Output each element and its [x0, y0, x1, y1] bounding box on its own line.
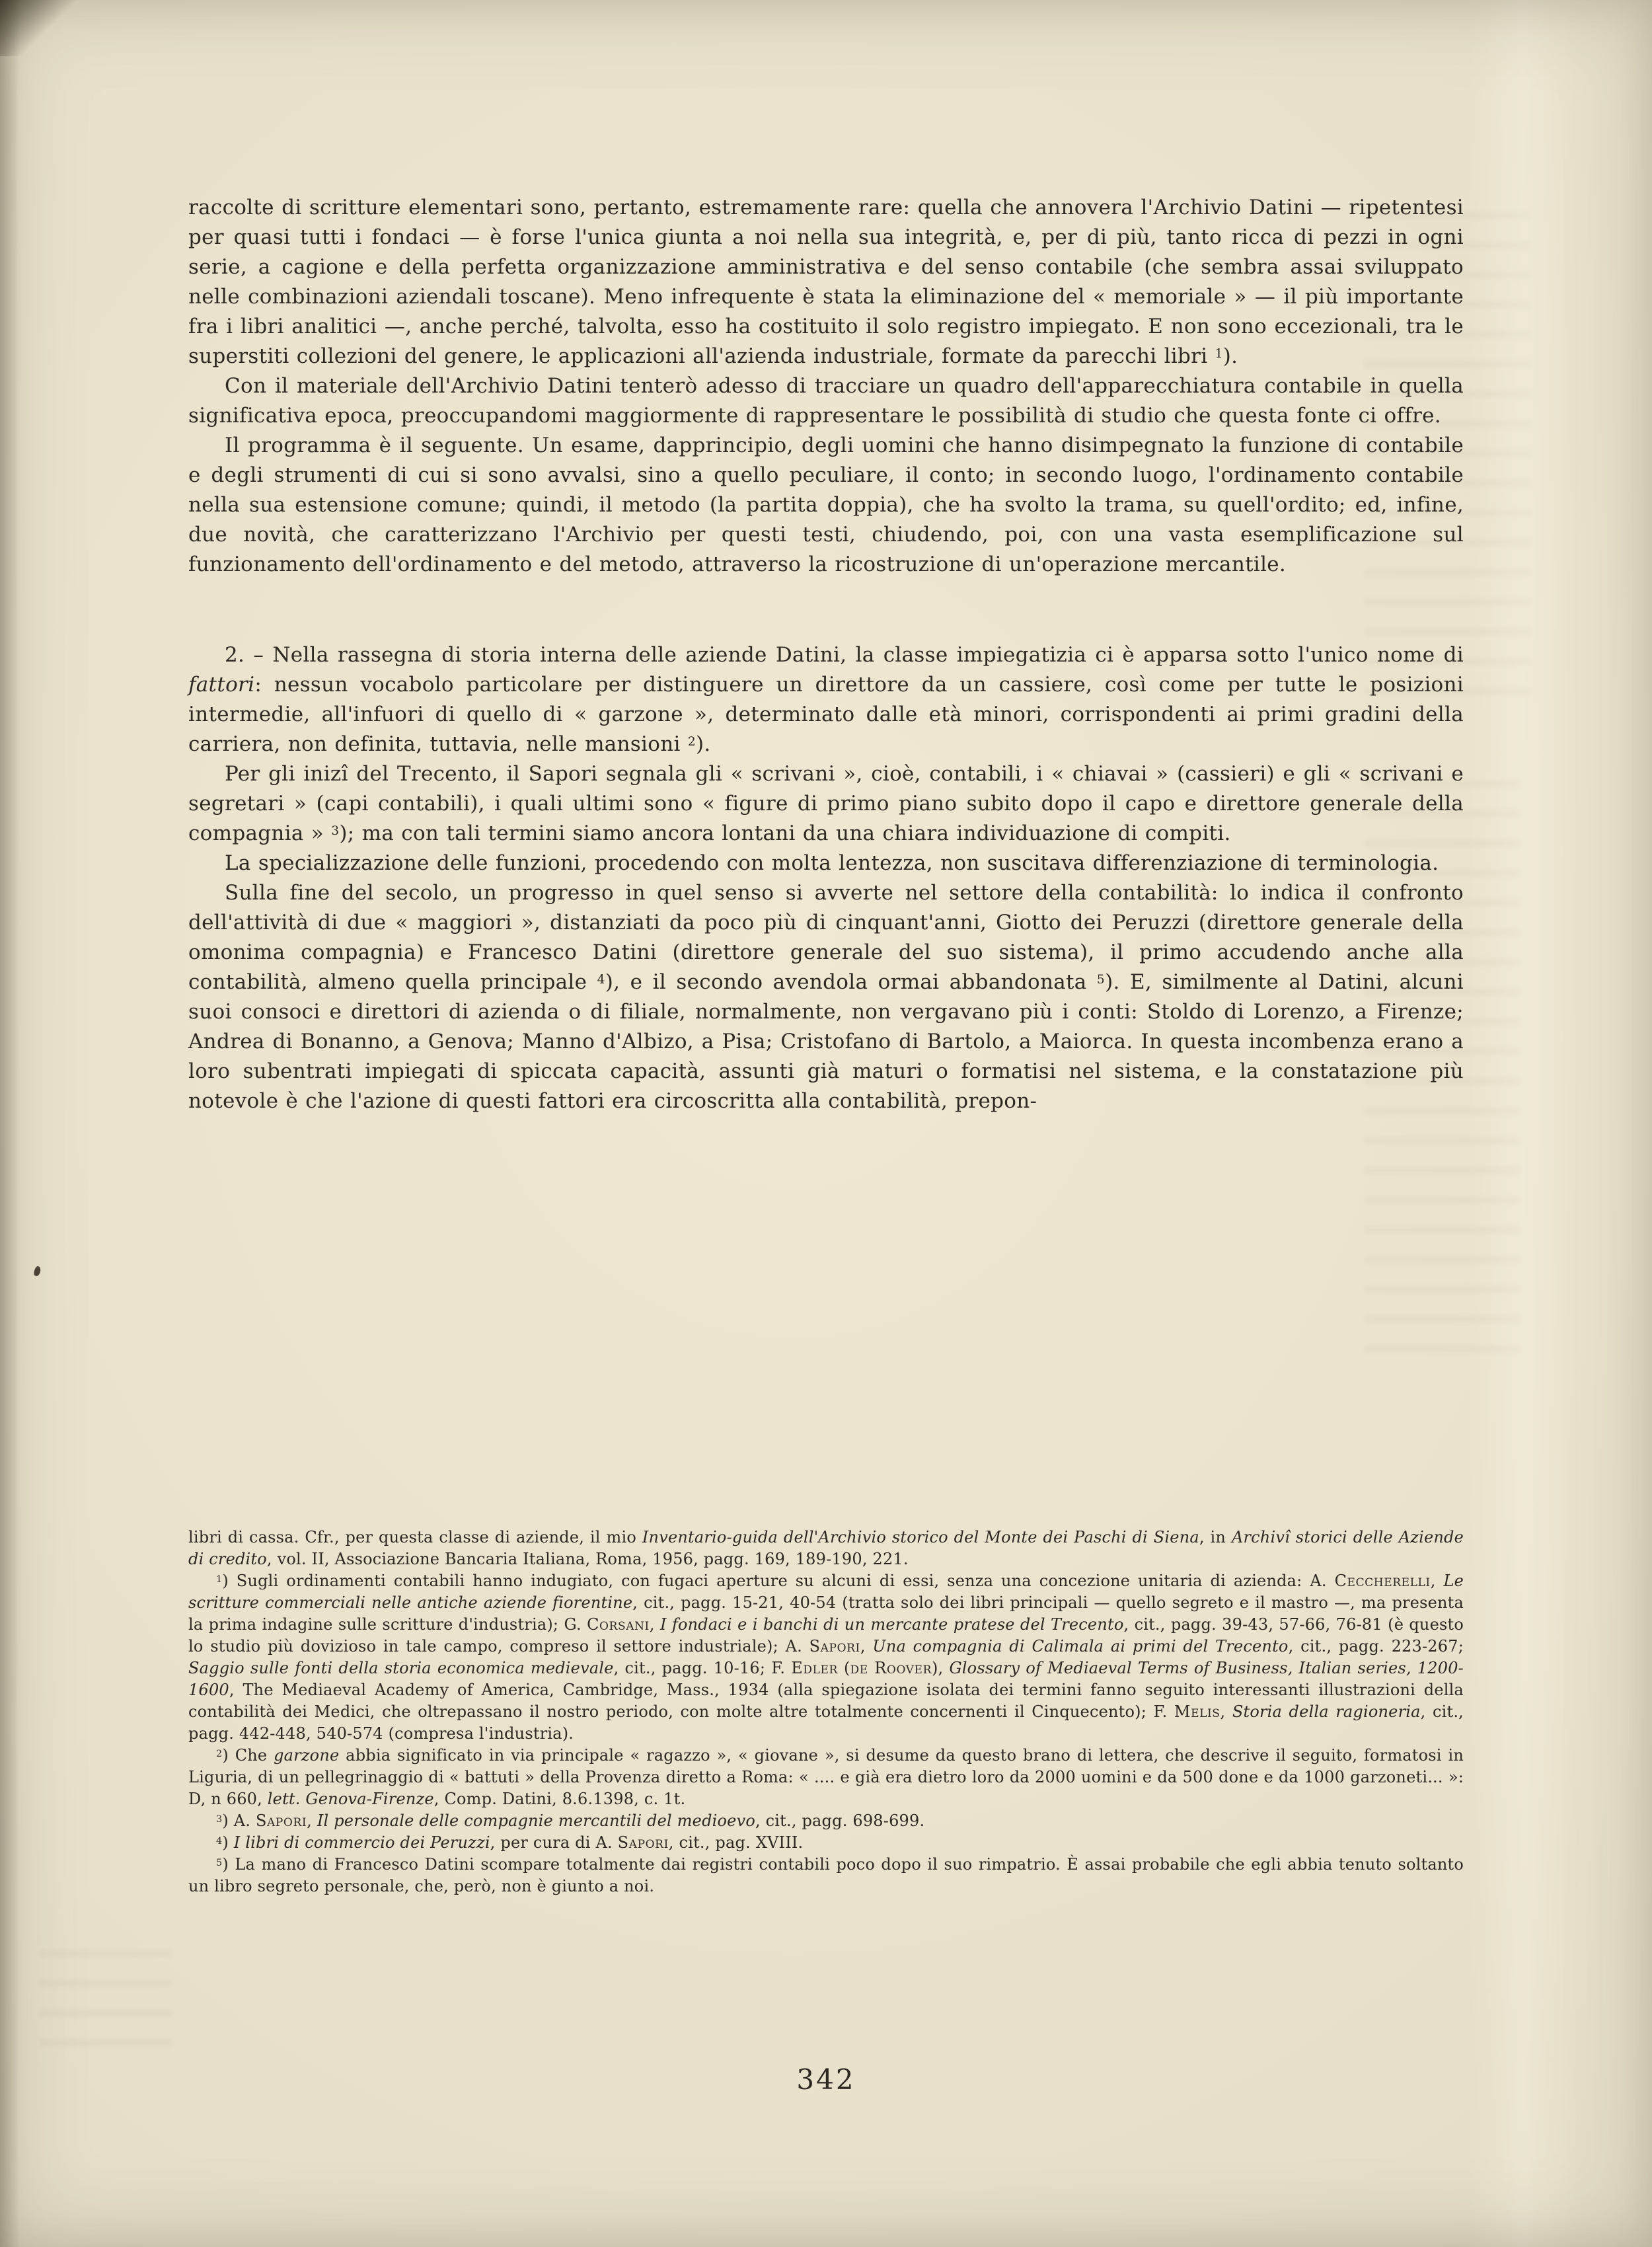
text-run: Melis: [1174, 1702, 1220, 1721]
text-run: La specializzazione delle funzioni, procedendo con molta lentezza, non suscitava differenziazione di terminologia.: [225, 851, 1439, 875]
text-run: , cit., pagg. 15-21, 40-54 (tratta solo dei libri principali — quello segreto e il mastro —, ma presenta la prima indagine sulle scritture d'industria); G.: [188, 1593, 1464, 1634]
text-run: , cit., pagg. 442-448, 540-574 (compresa l'industria).: [188, 1702, 1464, 1743]
page-sheen: [1467, 0, 1579, 2247]
section-paragraph: [188, 640, 1464, 759]
body-paragraph: [188, 759, 1464, 849]
text-run: Una compagnia di Calimala ai primi del Trecento: [872, 1637, 1289, 1656]
scan-corner-shadow: [0, 0, 99, 56]
body-paragraph: [188, 371, 1464, 431]
text-run: I libri di commercio dei Peruzzi: [233, 1833, 490, 1852]
text-run: ,: [649, 1615, 660, 1634]
text-run: Sapori: [617, 1833, 669, 1852]
footnote-marker: 5: [216, 1857, 223, 1868]
footnote-marker: 3: [216, 1813, 223, 1825]
text-run: abbia significato in via principale « ragazzo », « giovane », si desume da questo brano di lettera, che descrive il seguito, formatosi in Liguria, di un pellegrinaggio di « battuti » della Provenza diretto a Roma: « .... e già era dietro loro da 2000 uomini e da 500 done e da 1000 garzoneti... »: D, n 660,: [188, 1746, 1464, 1808]
text-run: libri di cassa. Cfr., per questa classe di aziende, il mio: [188, 1528, 642, 1546]
text-run: ) Che: [222, 1746, 274, 1765]
text-run: ,: [1430, 1572, 1444, 1590]
text-run: de Roover: [850, 1659, 932, 1677]
footnote-marker: 1: [1215, 346, 1223, 361]
text-run: Sapori: [809, 1637, 860, 1656]
text-run: fattori: [188, 673, 255, 697]
text-run: , vol. II, Associazione Bancaria Italiana, Roma, 1956, pagg. 169, 189-190, 221.: [266, 1550, 909, 1568]
text-run: ) La mano di Francesco Datini scompare totalmente dai registri contabili poco dopo il suo rimpatrio. È assai probabile che egli abbia tenuto soltanto un libro segreto personale, che, però, non è giunto a noi.: [188, 1855, 1464, 1895]
text-run: Edler: [791, 1659, 838, 1677]
text-run: Storia della ragioneria: [1232, 1702, 1421, 1721]
text-run: Corsani: [587, 1615, 650, 1634]
text-run: garzone: [274, 1746, 340, 1765]
text-run: , cit., pag. XVIII.: [668, 1833, 804, 1852]
text-run: Per gli inizî del Trecento, il Sapori segnala gli « scrivani », cioè, contabili, i « chiavai » (cassieri) e gli « scrivani e segretari » (capi contabili), i quali ultimi sono « figure di primo piano subito dopo il capo e direttore generale della compagnia »: [188, 762, 1464, 845]
footnote-marker: 2: [216, 1748, 223, 1759]
text-run: Ceccherelli: [1334, 1572, 1431, 1590]
text-run: , cit., pagg. 39-43, 57-66, 76-81 (è questo lo studio più dovizioso in tale campo, compreso il settore industriale); A.: [188, 1615, 1464, 1656]
text-run: , Comp. Datini, 8.6.1398, c. 1t.: [433, 1790, 686, 1808]
text-run: : nessun vocabolo particolare per distinguere un direttore da un cassiere, così come per tutte le posizioni intermedie, all'infuori di quello di « garzone », determinato dalle età minori, corrispondenti ai primi gradini della carriera, non definita, tuttavia, nelle mansioni: [188, 673, 1464, 756]
text-run: ,: [1220, 1702, 1232, 1721]
text-run: I fondaci e i banchi di un mercante pratese del Trecento: [659, 1615, 1124, 1634]
opening-paragraph: [188, 193, 1464, 371]
text-run: ) A.: [222, 1811, 256, 1830]
text-run: ): [222, 1833, 234, 1852]
body-paragraph: [188, 431, 1464, 580]
text-run: Inventario-guida dell'Archivio storico del Monte dei Paschi di Siena: [642, 1528, 1199, 1546]
footnote-continuation: [188, 1527, 1464, 1570]
body-paragraph: [188, 849, 1464, 878]
text-run: 2. – Nella rassegna di storia interna delle aziende Datini, la classe impiegatizia ci è apparsa sotto l'unico nome di: [225, 643, 1464, 667]
text-run: ). E, similmente al Datini, alcuni suoi consoci e direttori di azienda o di filiale, normalmente, non vergavano più i conti: Stoldo di Lorenzo, a Firenze; Andrea di Bonanno, a Genova; Manno d'Albizo, a Pisa; Cristofano di Bartolo, a Maiorca. In questa incombenza erano a loro subentrati impiegati di spiccata capacità, assunti già maturi o formatisi nel sistema, e la constatazione più notevole è che l'azione di questi fattori era circoscritta alla contabilità, prepon-: [188, 970, 1464, 1113]
text-run: Sulla fine del secolo, un progresso in quel senso si avverte nel settore della contabilità: lo indica il confronto dell'attività di due « maggiori », distanziati da poco più di cinquant'anni, Giotto dei Peruzzi (direttore generale della omonima compagnia) e Francesco Datini (direttore generale del suo sistema), il primo accudendo anche alla contabilità, almeno quella principale: [188, 881, 1464, 994]
footnote: [188, 1854, 1464, 1897]
footnote-marker: 4: [597, 972, 605, 987]
text-run: , per cura di A.: [490, 1833, 618, 1852]
text-run: ).: [1222, 344, 1238, 368]
text-run: Glossary of Mediaeval Terms of Business, Italian series, 1200-1600: [188, 1659, 1464, 1699]
text-run: ),: [931, 1659, 950, 1677]
text-column: [188, 193, 1464, 1116]
text-run: ) Sugli ordinamenti contabili hanno indugiato, con fugaci aperture su alcuni di essi, senza una concezione unitaria di azienda: A.: [222, 1572, 1335, 1590]
footnote-marker: 2: [687, 734, 696, 749]
text-run: raccolte di scritture elementari sono, pertanto, estremamente rare: quella che annovera l'Archivio Datini — ripetentesi per quasi tutti i fondaci — è forse l'unica giunta a noi nella sua integrità, e, per di più, tanto ricca di pezzi in ogni serie, a cagione e della perfetta organizzazione amministrativa e del senso contabile (che sembra assai sviluppato nelle combinazioni aziendali toscane). Meno infrequente è stata la eliminazione del « memoriale » — il più importante fra i libri analitici —, anche perché, talvolta, esso ha costituito il solo registro impiegato. E non sono eccezionali, tra le superstiti collezioni del genere, le applicazioni all'azienda industriale, formate da parecchi libri: [188, 196, 1464, 368]
text-run: , cit., pagg. 10-16; F.: [613, 1659, 792, 1677]
text-run: ), e il secondo avendola ormai abbandonata: [605, 970, 1097, 994]
text-run: ,: [307, 1811, 317, 1830]
text-run: lett. Genova-Firenze: [267, 1790, 434, 1808]
body-paragraph: [188, 878, 1464, 1116]
text-run: Saggio sulle fonti della storia economica medievale: [188, 1659, 614, 1677]
page-number: 342: [796, 2063, 856, 2096]
text-run: Sapori: [255, 1811, 307, 1830]
text-run: , cit., pagg. 223-267;: [1288, 1637, 1464, 1656]
footnote: [188, 1832, 1464, 1854]
text-run: , in: [1199, 1528, 1232, 1546]
text-run: ).: [696, 732, 711, 756]
text-run: , cit., pagg. 698-699.: [755, 1811, 925, 1830]
text-run: Con il materiale dell'Archivio Datini tenterò adesso di tracciare un quadro dell'apparecchiatura contabile in quella significativa epoca, preoccupandomi maggiormente di rappresentare le possibilità di studio che questa fonte ci offre.: [188, 374, 1464, 428]
footnote: [188, 1745, 1464, 1810]
text-run: Le scritture commerciali nelle antiche aziende fiorentine: [188, 1572, 1464, 1612]
footnotes-block: [188, 1527, 1464, 1897]
text-run: Il programma è il seguente. Un esame, dapprincipio, degli uomini che hanno disimpegnato la funzione di contabile e degli strumenti di cui si sono avvalsi, sino a quello peculiare, il conto; in secondo luogo, l'ordinamento contabile nella sua estensione comune; quindi, il metodo (la partita doppia), che ha svolto la trama, su quell'ordito; ed, infine, due novità, che caratterizzano l'Archivio per questi testi, chiudendo, poi, con una vasta esemplificazione sul funzionamento dell'ordinamento e del metodo, attraverso la ricostruzione di un'operazione mercantile.: [188, 434, 1464, 576]
footnote-marker: 1: [216, 1574, 223, 1585]
footnote-marker: 3: [331, 823, 340, 838]
text-run: , The Mediaeval Academy of America, Cambridge, Mass., 1934 (alla spiegazione isolata dei termini fanno seguito interessanti illustrazioni della contabilità dei Medici, che oltrepassano il nostro periodo, con molte altre totalmente concernenti il Cinquecento); F.: [188, 1681, 1464, 1721]
text-run: (: [837, 1659, 850, 1677]
scan-edge-shadow: [0, 0, 20, 2247]
text-run: ,: [860, 1637, 873, 1656]
text-run: Archivî storici delle Aziende di credito: [188, 1528, 1464, 1568]
text-run: Il personale delle compagnie mercantili del medioevo: [317, 1811, 755, 1830]
footnote-marker: 5: [1096, 972, 1106, 987]
footnote-marker: 4: [216, 1835, 223, 1847]
text-run: ); ma con tali termini siamo ancora lontani da una chiara individuazione di compiti.: [339, 821, 1231, 845]
footnote: [188, 1810, 1464, 1832]
footnote: [188, 1570, 1464, 1745]
